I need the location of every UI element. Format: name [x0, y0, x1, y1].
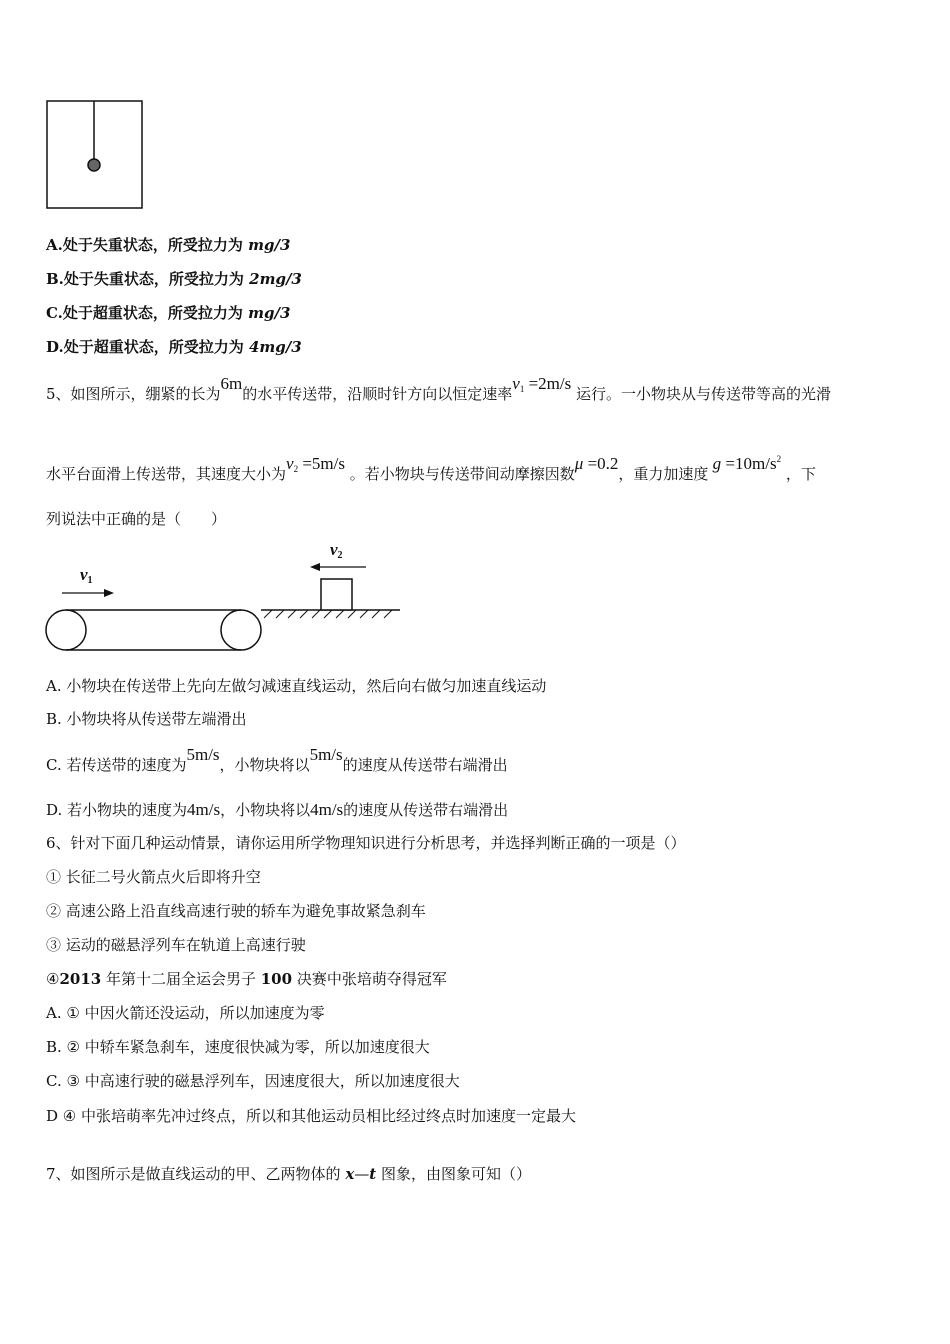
formula-value: =10m/s	[725, 454, 777, 473]
formula-symbol: μ	[574, 454, 584, 473]
q5-text: 水平台面滑上传送带，其速度大小为	[46, 465, 287, 483]
scenario-year: 2013	[59, 970, 102, 988]
q4-option-b[interactable]	[46, 269, 302, 289]
formula-symbol: g	[712, 454, 722, 473]
q6-option-b[interactable]: B. ② 中轿车紧急刹车，速度很快减为零，所以加速度很大	[46, 1038, 430, 1056]
option-value: 4m/s	[310, 800, 344, 819]
formula-value: =0.2	[587, 454, 619, 473]
q6-option-a[interactable]: A. ① 中因火箭还没运动，所以加速度为零	[46, 1004, 325, 1022]
q5-text: ，重力加速度	[618, 465, 709, 483]
q6-scenario-2: ② 高速公路上沿直线高速行驶的轿车为避免事故紧急刹车	[46, 902, 426, 920]
q5-option-d[interactable]	[46, 800, 508, 820]
option-formula: 2mg/3	[249, 270, 302, 288]
option-text: 处于超重状态，所受拉力为	[63, 338, 249, 356]
scenario-text: ④	[46, 970, 60, 988]
q4-option-c[interactable]	[46, 303, 290, 323]
option-letter: A.	[46, 236, 63, 254]
q6-option-d[interactable]: D ④ 中张培萌率先冲过终点，所以和其他运动员相比经过终点时加速度一定最大	[46, 1107, 577, 1125]
formula-symbol: v	[286, 454, 294, 473]
right-pulley	[221, 610, 261, 650]
option-value: 5m/s	[186, 745, 220, 764]
formula-symbol: v	[512, 374, 520, 393]
option-letter: C.	[46, 304, 63, 322]
q6-scenario-1: ① 长征二号火箭点火后即将升空	[46, 868, 261, 886]
conveyor-figure	[40, 538, 410, 656]
option-text: 的速度从传送带右端滑出	[343, 801, 509, 819]
q7-dash: —	[354, 1165, 370, 1183]
formula-value: =2m/s	[528, 374, 572, 393]
q6-scenario-4	[46, 969, 447, 989]
q6-option-c[interactable]: C. ③ 中高速行驶的磁悬浮列车，因速度很大，所以加速度很大	[46, 1072, 460, 1090]
q5-stem-line1	[46, 374, 832, 409]
q4-option-a[interactable]	[46, 235, 290, 255]
q5-text: 的水平传送带，沿顺时针方向以恒定速率	[242, 385, 513, 403]
q6-stem: 6、针对下面几种运动情景，请你运用所学物理知识进行分析思考，并选择判断正确的一项是（）	[46, 834, 686, 852]
scenario-text: 决赛中张培萌夺得冠军	[292, 970, 447, 988]
q5-text: 5、如图所示，绷紧的长为	[46, 385, 221, 403]
fig-v1-symbol: v	[80, 565, 88, 584]
option-value: 4m/s	[187, 800, 221, 819]
formula-sub: 1	[519, 384, 525, 394]
q6-scenario-3: ③ 运动的磁悬浮列车在轨道上高速行驶	[46, 936, 306, 954]
formula-sup: 2	[776, 454, 782, 464]
scenario-text: 年第十二届全运会男子	[101, 970, 261, 988]
q7-text: 图象，由图象可知（）	[376, 1165, 531, 1183]
option-text: 的速度从传送带右端滑出	[342, 756, 508, 774]
fig-v2-arrowhead	[310, 563, 320, 571]
pendulum-figure	[46, 100, 146, 212]
fig-v1-arrowhead	[104, 589, 114, 597]
q5-text: 。若小物块与传送带间动摩擦因数	[349, 465, 575, 483]
q5-option-a[interactable]: A. 小物块在传送带上先向左做匀减速直线运动，然后向右做匀加速直线运动	[46, 677, 547, 695]
q7-text: 7、如图所示是做直线运动的甲、乙两物体的	[46, 1165, 346, 1183]
q4-option-d[interactable]	[46, 337, 302, 357]
formula-sub: 2	[293, 464, 299, 474]
q5-v1-formula	[512, 374, 571, 393]
fig-v2-sub: 2	[337, 550, 343, 561]
block	[321, 579, 352, 610]
option-letter: B.	[46, 270, 64, 288]
option-text: 处于超重状态，所受拉力为	[62, 304, 249, 322]
fig-v2-symbol: v	[330, 540, 338, 559]
q5-text: 运行。一小物块从与传送带等高的光滑	[576, 385, 832, 403]
q5-length: 6m	[220, 374, 243, 393]
formula-value: =5m/s	[302, 454, 345, 473]
left-pulley	[46, 610, 86, 650]
platform-hatching	[264, 610, 392, 618]
option-text: 处于失重状态，所受拉力为	[63, 270, 250, 288]
fig-v1-sub: 1	[87, 575, 93, 586]
q7-t-symbol: t	[369, 1165, 377, 1183]
q5-mu-formula	[575, 454, 619, 473]
fig-v1-label	[80, 565, 93, 586]
option-text: D. 若小物块的速度为	[46, 801, 188, 819]
option-letter: D.	[46, 338, 64, 356]
q5-g-formula	[708, 454, 781, 473]
option-text: C. 若传送带的速度为	[46, 756, 187, 774]
option-value: 5m/s	[309, 745, 343, 764]
option-text: ，小物块将以	[220, 801, 311, 819]
pendulum-ball	[88, 159, 100, 171]
q5-option-b[interactable]: B. 小物块将从传送带左端滑出	[46, 710, 247, 728]
q7-x-symbol: x	[345, 1165, 355, 1183]
fig-v2-label	[330, 540, 343, 561]
q5-v2-formula	[286, 454, 345, 473]
q5-option-c[interactable]	[46, 745, 508, 775]
option-formula: mg/3	[248, 304, 291, 322]
q5-stem-line3: 列说法中正确的是（ ）	[46, 510, 227, 528]
option-formula: 4mg/3	[248, 338, 302, 356]
option-formula: mg/3	[248, 236, 291, 254]
option-text: ，小物块将以	[219, 756, 310, 774]
q5-text: ，下	[785, 465, 816, 483]
q7-stem	[46, 1164, 531, 1184]
q5-stem-line2	[46, 454, 816, 489]
scenario-number: 100	[260, 970, 293, 988]
option-text: 处于失重状态，所受拉力为	[62, 236, 249, 254]
